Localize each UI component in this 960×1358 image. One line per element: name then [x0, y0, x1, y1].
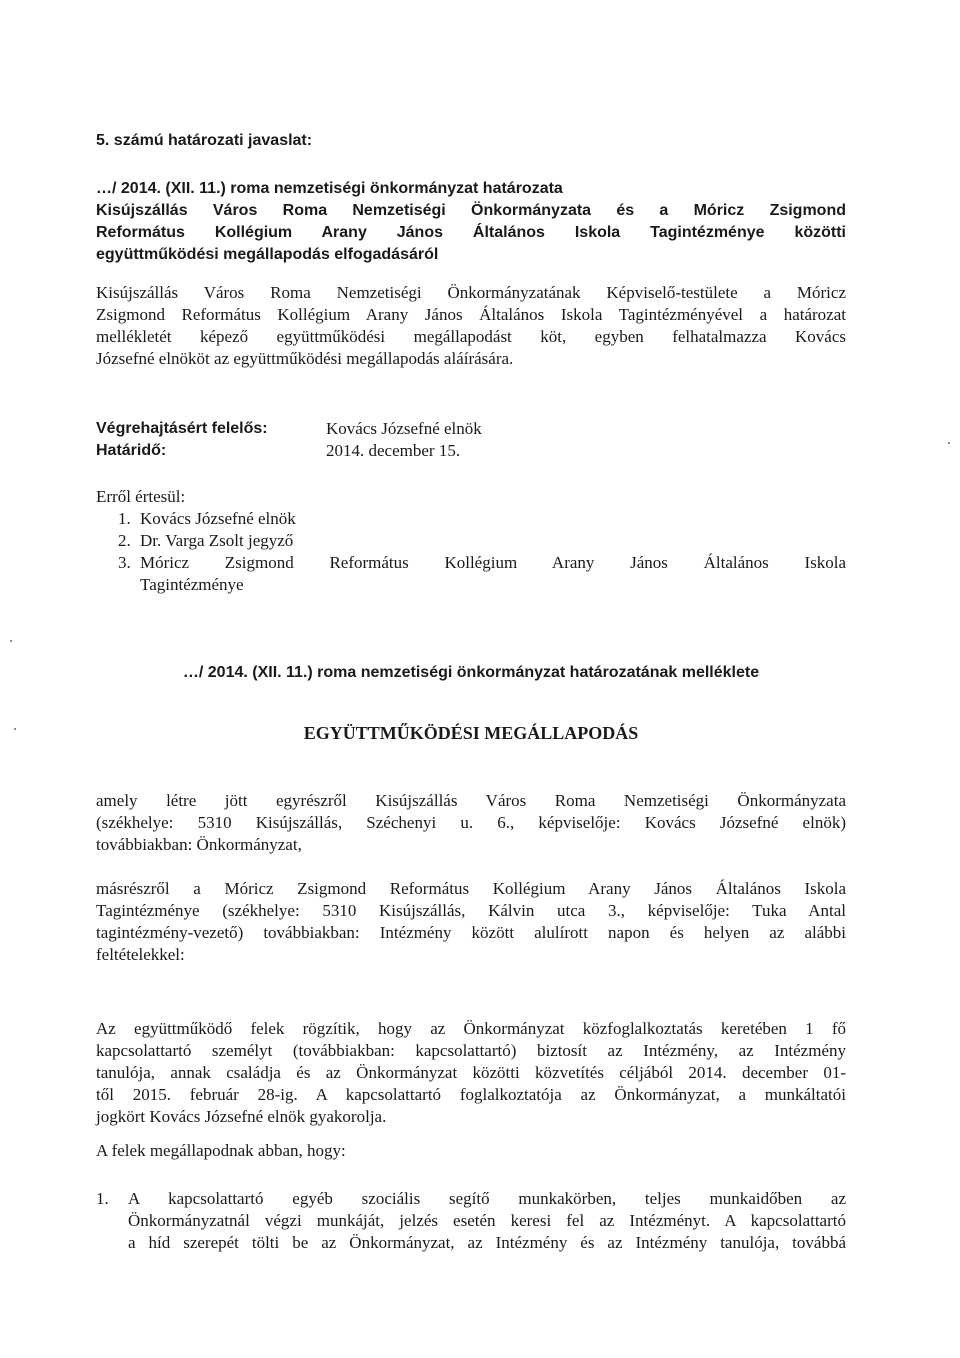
resolution-body-3: mellékletét képező együttműködési megállapodást köt, egyben felhatalmazza Kovács [96, 327, 846, 346]
scan-mark [14, 728, 16, 730]
list-item: 2. Dr. Varga Zsolt jegyző [118, 531, 294, 550]
item-1-line-3: a híd szerepét tölti be az Önkormányzat, az Intézmény és az Intézmény tanulója, továbbá [128, 1233, 846, 1252]
resolution-subject-2: Református Kollégium Arany János Általános Iskola Tagintézménye közötti [96, 224, 846, 241]
party-2-line-3: tagintézmény-vezető) továbbiakban: Intézmény között alulírott napon és helyen az alábbi [96, 923, 846, 942]
resolution-body [96, 282, 846, 370]
party-2-line-1: másrészről a Móricz Zsigmond Református Kollégium Arany János Általános Iskola [96, 879, 846, 898]
scan-mark [10, 640, 12, 642]
list-item: 3. Móricz Zsigmond Református Kollégium Arany János Általános Iskola [118, 553, 846, 572]
party-1-line-3: továbbiakban: Önkormányzat, [96, 835, 302, 854]
list-item-continuation: Tagintézménye [140, 575, 244, 594]
party-2-line-4: feltételekkel: [96, 945, 185, 964]
agreement-item-1 [96, 1188, 846, 1254]
responsibility-block [96, 418, 846, 462]
party-2 [96, 878, 846, 966]
paragraph-1-line-3: tanulója, annak családja és az Önkormányzat közötti közvetítés céljából 2014. december 01- [96, 1063, 846, 1082]
scan-mark [948, 442, 950, 444]
party-1-line-1: amely létre jött egyrészről Kisújszállás Város Roma Nemzetiségi Önkormányzata [96, 791, 846, 810]
deadline-value: 2014. december 15. [326, 441, 461, 460]
proposal-title: 5. számú határozati javaslat: [96, 132, 313, 149]
agree-intro: A felek megállapodnak abban, hogy: [96, 1141, 346, 1160]
notified-block [96, 486, 846, 596]
paragraph-1-line-2: kapcsolattartó személyt (továbbiakban: kapcsolattartó) biztosít az Intézmény, az Intézmény [96, 1041, 846, 1060]
list-item: 1. Kovács Józsefné elnök [118, 509, 296, 528]
agreement-title: EGYÜTTMŰKÖDÉSI MEGÁLLAPODÁS [303, 723, 639, 743]
resolution-subject-1: Kisújszállás Város Roma Nemzetiségi Önkormányzata és a Móricz Zsigmond [96, 202, 846, 219]
responsible-row [96, 418, 846, 440]
resolution-subject-3: együttműködési megállapodás elfogadásáról [96, 246, 439, 263]
resolution-body-1: Kisújszállás Város Roma Nemzetiségi Önkormányzatának Képviselő-testülete a Móricz [96, 283, 846, 302]
deadline-label: Határidő: [96, 442, 167, 459]
responsible-label: Végrehajtásért felelős: [96, 420, 268, 437]
resolution-number: …/ 2014. (XII. 11.) roma nemzetiségi önkormányzat határozata [96, 180, 563, 197]
deadline-row [96, 440, 846, 462]
paragraph-1-line-5: jogkört Kovács Józsefné elnök gyakorolja. [96, 1107, 387, 1126]
party-2-line-2: Tagintézménye (székhelye: 5310 Kisújszállás, Kálvin utca 3., képviselője: Tuka Antal [96, 901, 846, 920]
notified-label: Erről értesül: [96, 487, 186, 506]
responsible-value: Kovács Józsefné elnök [326, 419, 482, 438]
paragraph-1-line-4: től 2015. február 28-ig. A kapcsolattartó foglalkoztatója az Önkormányzat, a munkáltatói [96, 1085, 846, 1104]
paragraph-1 [96, 1018, 846, 1128]
notified-list [96, 508, 846, 596]
paragraph-1-line-1: Az együttműködő felek rögzítik, hogy az Önkormányzat közfoglalkoztatás keretében 1 fő [96, 1019, 846, 1038]
resolution-body-4: Józsefné elnököt az együttműködési megállapodás aláírására. [96, 349, 514, 368]
item-1-line-1: A kapcsolattartó egyéb szociális segítő munkakörben, teljes munkaidőben az [128, 1189, 846, 1208]
resolution-header [96, 178, 846, 266]
party-1-line-2: (székhelye: 5310 Kisújszállás, Széchenyi u. 6., képviselője: Kovács Józsefné elnök) [96, 813, 846, 832]
annex-heading: …/ 2014. (XII. 11.) roma nemzetiségi önkormányzat határozatának melléklete [182, 664, 760, 681]
party-1 [96, 790, 846, 856]
resolution-body-2: Zsigmond Református Kollégium Arany János Általános Iskola Tagintézményével a határozat [96, 305, 846, 324]
item-1-line-2: Önkormányzatnál végzi munkáját, jelzés esetén keresi fel az Intézményt. A kapcsolattartó [128, 1211, 846, 1230]
item-number: 1. [96, 1189, 109, 1208]
